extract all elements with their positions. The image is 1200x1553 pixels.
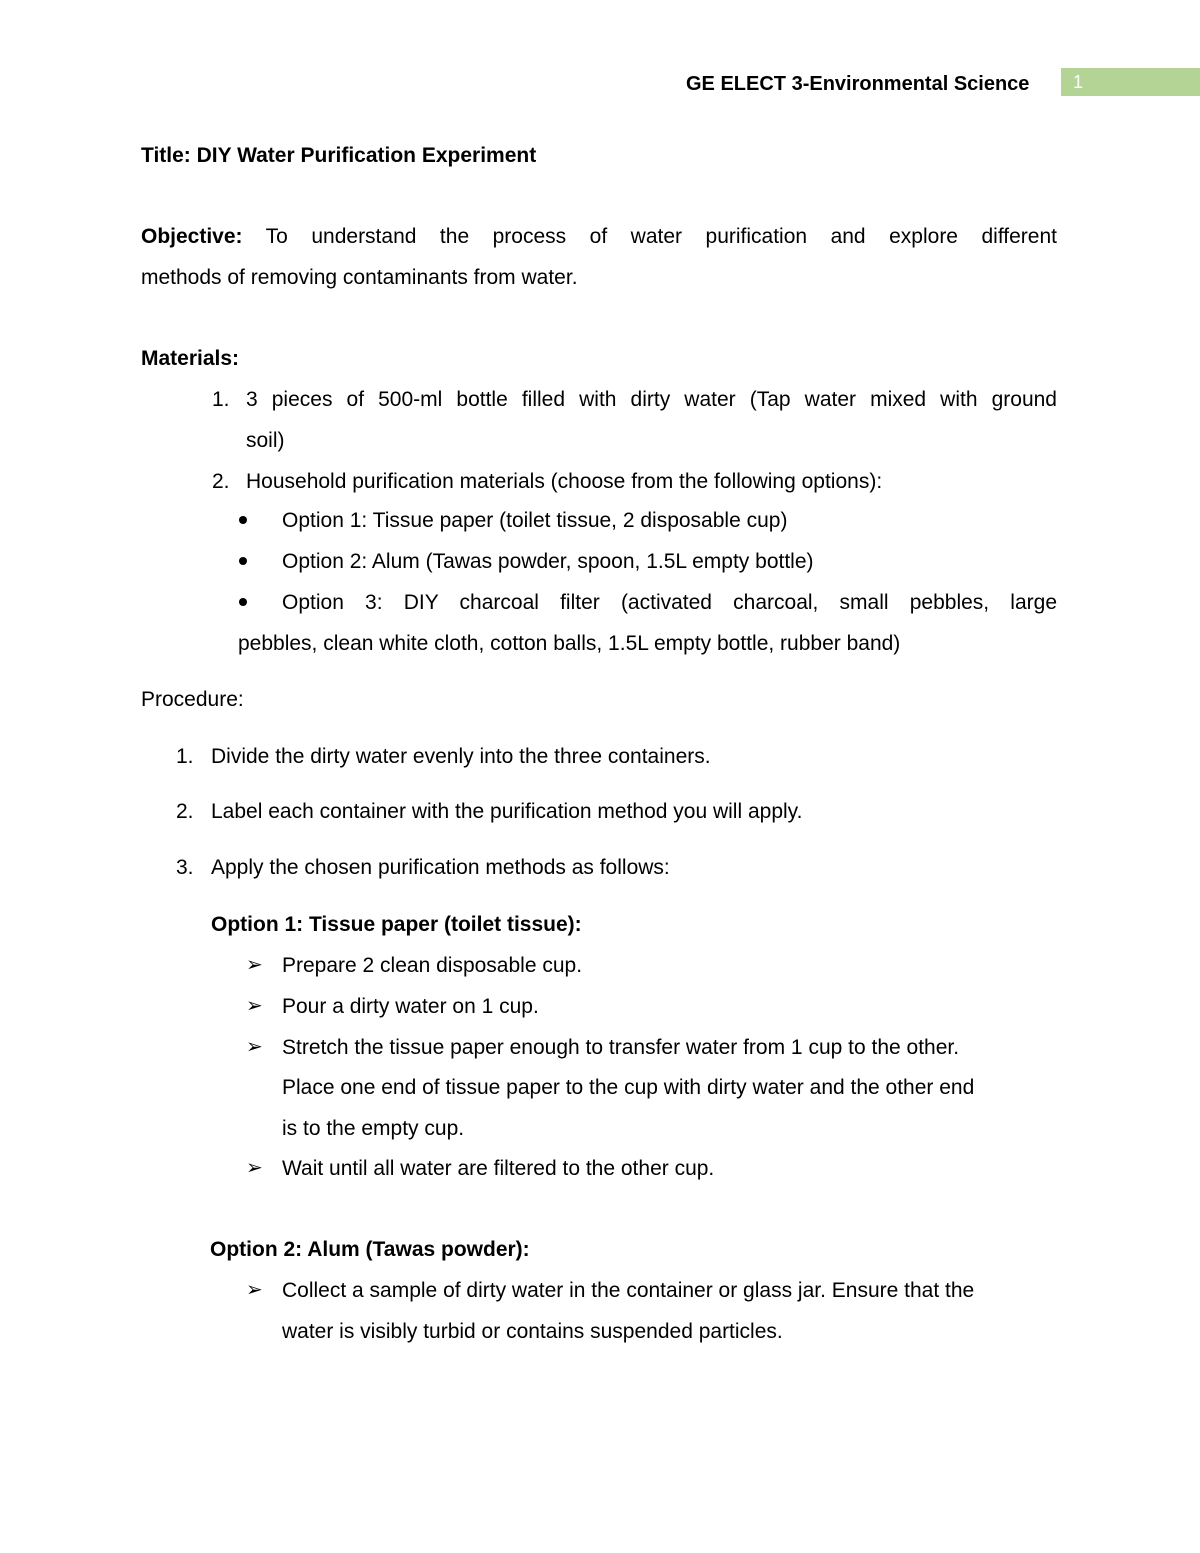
materials-heading: Materials: [141,347,240,370]
page-number-badge: 1 [1061,68,1200,96]
procedure-step-1: Divide the dirty water evenly into the three containers. [211,745,711,768]
option-1-step-line: Stretch the tissue paper enough to transfer water from 1 cup to the other. [282,1036,960,1059]
materials-item-number: 2. [212,470,230,493]
arrow-bullet-icon: ➢ [246,1036,263,1058]
running-header: GE ELECT 3-Environmental Science [686,73,1030,95]
option-1-step: Pour a dirty water on 1 cup. [282,995,539,1018]
procedure-heading: Procedure: [141,688,244,711]
objective-line-1 [141,224,1057,250]
document-title: Title: DIY Water Purification Experiment [141,144,537,167]
materials-item-1-line-2: soil) [246,429,285,452]
arrow-bullet-icon: ➢ [246,1279,263,1301]
material-option-3-line-1: Option 3: DIY charcoal filter (activated charcoal, small pebbles, large [282,591,1057,614]
bullet-dot-icon [239,598,247,606]
material-option-2: Option 2: Alum (Tawas powder, spoon, 1.5L empty bottle) [282,550,814,573]
objective-label: Objective: [141,225,243,248]
option-1-step: Prepare 2 clean disposable cup. [282,954,583,977]
option-2-heading: Option 2: Alum (Tawas powder): [210,1238,530,1261]
arrow-bullet-icon: ➢ [246,954,263,976]
materials-item-2: Household purification materials (choose from the following options): [246,470,883,493]
option-2-step-line: water is visibly turbid or contains suspended particles. [282,1320,783,1343]
material-option-3-line-2: pebbles, clean white cloth, cotton balls, 1.5L empty bottle, rubber band) [238,632,901,655]
objective-line-2: methods of removing contaminants from water. [141,266,578,289]
option-1-step: Wait until all water are filtered to the other cup. [282,1157,715,1180]
bullet-dot-icon [239,516,247,524]
procedure-step-number: 3. [176,856,194,879]
materials-item-1-line-1: 3 pieces of 500-ml bottle filled with dirty water (Tap water mixed with ground [246,388,1057,411]
option-1-step-line: is to the empty cup. [282,1117,465,1140]
option-1-step-line: Place one end of tissue paper to the cup with dirty water and the other end [282,1076,975,1099]
objective-text-1: To understand the process of water purification and explore different [265,225,1057,248]
procedure-step-2: Label each container with the purification method you will apply. [211,800,803,823]
bullet-dot-icon [239,557,247,565]
procedure-step-number: 2. [176,800,194,823]
material-option-1: Option 1: Tissue paper (toilet tissue, 2 disposable cup) [282,509,788,532]
arrow-bullet-icon: ➢ [246,1157,263,1179]
materials-item-number: 1. [212,388,230,411]
procedure-step-number: 1. [176,745,194,768]
arrow-bullet-icon: ➢ [246,995,263,1017]
procedure-step-3: Apply the chosen purification methods as follows: [211,856,670,879]
option-1-heading: Option 1: Tissue paper (toilet tissue): [211,913,582,936]
option-2-step-line: Collect a sample of dirty water in the container or glass jar. Ensure that the [282,1279,975,1302]
